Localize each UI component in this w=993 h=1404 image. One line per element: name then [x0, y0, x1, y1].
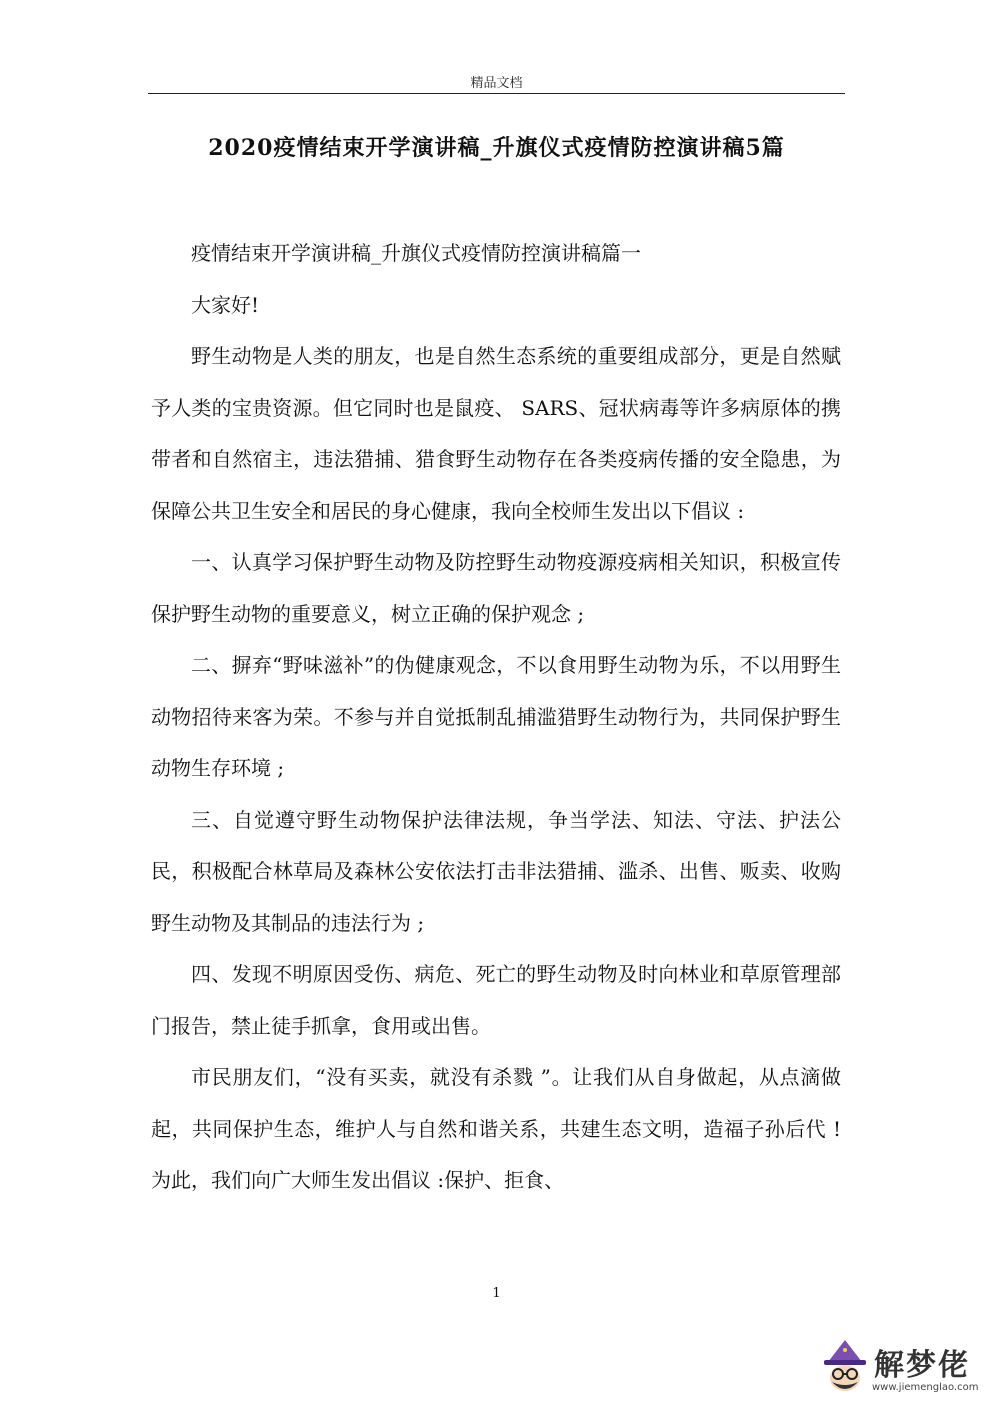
header-divider: [148, 93, 845, 94]
wizard-face-logo-icon: [820, 1338, 870, 1394]
body-paragraph: 二、摒弃“野味滋补”的伪健康观念，不以食用野生动物为乐，不以用野生动物招待来客为荣。不参与并自觉抵制乱捕滥猎野生动物行为，共同保护野生动物生存环境 ;: [151, 653, 841, 780]
body-paragraph: 四、发现不明原因受伤、病危、死亡的野生动物及时向林业和草原管理部门报告，禁止徒手抓拿，食用或出售。: [151, 962, 841, 1038]
watermark-title: 解梦佬: [874, 1348, 970, 1383]
body-paragraph: 一、认真学习保护野生动物及防控野生动物疫源疫病相关知识，积极宣传保护野生动物的重要意义，树立正确的保护观念 ;: [151, 550, 841, 626]
document-title: 2020疫情结束开学演讲稿_升旗仪式疫情防控演讲稿5篇: [208, 135, 785, 161]
page-number: 1: [492, 1286, 501, 1301]
greeting-paragraph: 大家好!: [191, 292, 260, 317]
page-header: 精品文档: [470, 76, 523, 91]
watermark: [820, 1338, 980, 1398]
watermark-url: www.jiemenglao.com: [872, 1382, 979, 1393]
section-heading: 疫情结束开学演讲稿_升旗仪式疫情防控演讲稿篇一: [191, 241, 641, 265]
body-paragraph: 野生动物是人类的朋友，也是自然生态系统的重要组成部分，更是自然赋予人类的宝贵资源。但它同时也是鼠疫、 SARS、冠状病毒等许多病原体的携带者和自然宿主，违法猎捕、猎食野生动物存在各类疫病传播的安全隐患，为保障公共卫生安全和居民的身心健康，我向全校师生发出以下倡议 :: [151, 344, 841, 523]
body-paragraph: 市民朋友们，“没有买卖，就没有杀戮 ”。让我们从自身做起，从点滴做起，共同保护生态，维护人与自然和谐关系，共建生态文明，造福子孙后代 !为此，我们向广大师生发出倡议 :保护、拒食、: [151, 1065, 841, 1192]
body-paragraph: 三、自觉遵守野生动物保护法律法规，争当学法、知法、守法、护法公民，积极配合林草局及森林公安依法打击非法猎捕、滥杀、出售、贩卖、收购野生动物及其制品的违法行为 ;: [151, 807, 841, 935]
document-body: [151, 228, 841, 1207]
